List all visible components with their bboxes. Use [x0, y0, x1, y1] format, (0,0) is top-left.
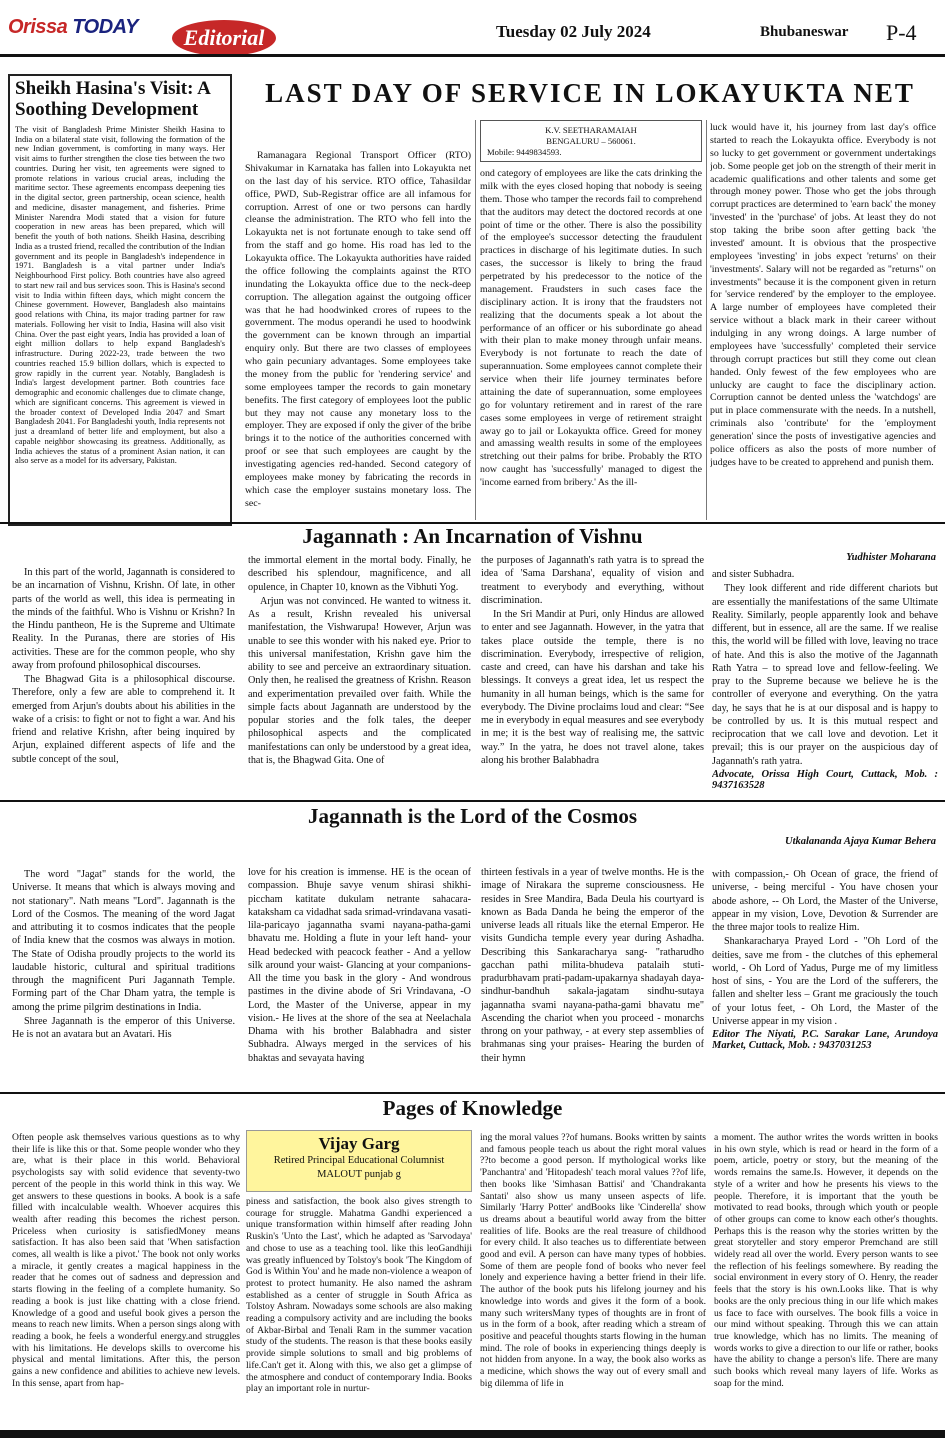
column-rule [706, 120, 707, 520]
knowledge-author-box [246, 1130, 472, 1192]
vishnu-signature: Advocate, Orissa High Court, Cuttack, Mob. : 9437163528 [712, 768, 938, 791]
section-rule [0, 1092, 945, 1094]
column-rule [475, 120, 476, 520]
cosmos-col4: with compassion,- Oh Ocean of grace, the friend of universe, - being merciful - You have chosen your abode ashore, -- Oh Lord, the Master of the Universe, appear in my vision, Love, Devotion & Surrender are the three major tools to realize Him. Shankaracharya Prayed Lord - "Oh Lord of the deities, save me from - the clutches of this ephemeral world, - Oh Lord of Yadus, Purge me of my limitless host of sins, - You are the Lord of the sufferers, the fallen and shelter less – Grant me graciously the touch of your lotus feet, - Oh Lord, the Master of the Universe appear in my vision . Editor The Niyati, P.C. Sarakar Lane, Arundoya Market, Cuttack, Mob. : 9437031253 [712, 869, 938, 1051]
vishnu-author: Yudhister Moharana [846, 552, 936, 563]
issue-date: Tuesday 02 July 2024 [496, 22, 651, 41]
knowledge-author-name: Vijay Garg [318, 1134, 400, 1153]
lokayukta-col3: luck would have it, his journey from last day's office started to reach the Lokayukta office. Everybody is not so lucky to get government or government undertakings job. Some people get job on the strength of their merit in academic qualifications and other talents and some get through money power. Those who get the jobs through corrupt practices are determined to 'earn back' the money 'invested' in the 'purchase' of jobs. At least they do not stop taking the bribe soon after getting back 'the invested' amount. It is obvious that the prospective employees 'investing' in jobs expect 'returns' on their 'investments'. Salary will not be regarded as "returns" on investments" because it is the component given in return for 'service rendered' by the employer to the employee. A large number of employees have completed their service without a black mark in their career without indulging in any wrong doings. A large number of employees have 'successfully' completed their service through corrupt practices but still they come out clean handed. Only fewest of the few employees who are unlucky are caught to face the disciplinary action. Corruption cannot be dented unless the 'watchdogs' are put in place commensurate with the needs. In a nutshell, criminals also 'contribute' for the 'employment generation' since the posts of investigative agencies and police officers as also the posts of more number of judges have to be created to apprehend and punish them. [710, 122, 936, 468]
cosmos-author: Utkalananda Ajaya Kumar Behera [784, 836, 936, 847]
vishnu-col3: the purposes of Jagannath's rath yatra is to spread the idea of 'Sama Darshana', equality of vision and treatment to everybody and everything, without discrimination. In the Sri Mandir at Puri, only Hindus are allowed to enter and see Jagannath. However, in the yatra that takes place outside the temple, there is no discrimination. Everybody, irrespective of religion, caste and creed, can have his darshan and take his blessings. It conveys a great idea, let us respect the humanity in all human beings, which is the same for everybody. The Divine proclaims loud and clear: “See me in everybody in equal measures and see everybody in me; it is the best way of realising me, the sattvic way.” In the yatra, he does not travel alone, takes along his brother Balabhadra [481, 555, 704, 766]
masthead-rule [0, 54, 945, 57]
vishnu-title: Jagannath : An Incarnation of Vishnu [302, 524, 643, 548]
cosmos-signature: Editor The Niyati, P.C. Sarakar Lane, Arundoya Market, Cuttack, Mob. : 9437031253 [712, 1029, 938, 1051]
vishnu-col2: the immortal element in the mortal body. Finally, he described his splendour, magnificence, and all opulence, in Chapter 10, known as the Vibhuti Yog. Arjun was not convinced. He wanted to witness it. As a result, Krishn revealed his universal manifestation, the Vishwarupa! However, Arjun was unable to see this wonder with his naked eye. Prior to this universal manifestation, Krishn gave him the ability to see and perceive an extraordinary situation. Only then, he realised the greatness of Krishn. Reason and experimentation prevailed over faith. While the simple facts about Jagannath are understood by the popular stories and the folk tales, the deeper philosophical aspects and the complicated manifestations can only be understood by a great idea, that is, the Bhagwad Gita. One of [248, 555, 471, 766]
knowledge-col3: ing the moral values ??of humans. Books written by saints and famous people teach us about the right moral values ??to become a good person. If mythological works like 'Panchantra' and 'Hitopadesh' teach moral values ??of life, then books like 'Simhasan Battisi' and 'Chandrakanta Santati' also show us many unseen aspects of life. Similarly 'Harry Potter' andBooks like 'Cinderella' show us dreams about a beautiful world away from the bitter realities of life. Books are the real treasure of childhood for every child. It also teaches us to differentiate between good and evil. A person can have many types of hobbies. Some of them are people fond of books who never feel lonely and experience having a better friend in their life. The author of the book puts his lifelong journey and his knowledge into words and gives it the form of a book. many such writersMany types of thoughts are in front of us in the form of a book, after reading which a stream of positive and peaceful thoughts starts flowing in the human mind. The role of books in experiencing things deeply is not hidden from anyone. In a way, the book also works as a medicine, which shows the way out of every small and big dilemma of life in [480, 1132, 706, 1389]
cosmos-col2: love for his creation is immense. HE is the ocean of compassion. Bhuje savye venum shirasi shikhi-piccham katitate dukulam netrante sahacara-kataksham ca vidadhat sada srimad-vrindavana vasati-lila-paricayo jagannatha svami nayana-patha-gami bhavatu me. Holding a flute in your left hand- your Head bedecked with peacock feather - And a yellow silk around your waist- Glancing at your companions- All the time you bask in the glory - And wondrous pastimes in the divine abode of Sri Vrindavana, -O Lord, the Master of the Universe, appear in my vision.- He lives at the shore of the sea at Neelachala Dhama with his brother Balabhadra and sister Subhadra. Always merged in the services of his bhaktas and sevayata having [248, 867, 471, 1064]
hasina-title: Sheikh Hasina's Visit: A Soothing Development [15, 78, 210, 120]
lokayukta-col2: ond category of employees are like the cats drinking the milk with the eyes closed hoping that nobody is seeing them. Those who tamper the records fail to comprehend that the auditors may detect the doctored records at one point of time or the other. There is also the possibility of the employee's successor detecting the fraudulent practices in discharge of his legitimate duties. In such cases, the successor is likely to bring the fraud perpetrated by his predecessor to the notice of the management. Fraudsters in such cases face the disciplinary action. It is irony that the fraudsters not realizing that the documents speak a lot about the performance of an officer or his subordinate go ahead with their plan to make money through unfair means. Everybody is not fortunate to reach the date of superannuation. Some employees cannot complete their service when their life journey terminates before attaining the date of superannuation, some employees go for voluntary retirement and in rarest of the rare cases some employees in verge of retirement straight away go to jail or Lokayukta office. Greed for money and amassing wealth results in some of the employees stretching out their palms for bribe. Probably the RTO now caught has 'successfully' managed to digest the 'income earned from bribery.' As the ill- [480, 168, 702, 488]
knowledge-col1: Often people ask themselves various questions as to why their life is like this or that. Some people wonder who they are, what is their place in this world. Behavioral psychologists say with solid evidence that seventy-two percent of the people in this world think in this way. We get answers to these questions in books. A book is a safe filled with incalculable wealth. Whoever acquires this wealth after reading this becomes the richest person. Priceless when curiosity is satisfiedMoney means satisfaction. It has also been said that 'When satisfaction comes, all wealth is like a pivot.' The book not only works a miracle, it gently creates a magical happiness in the reader that he comes out of sadness and depression and starts flowing in the feeling of a complete humanity. So reading a book is just like chatting with a close friend. Knowledge of a good and useful book gives a person the means to reach new limits. When a person sings along with reading a book, he feels a wonderful energy.and struggles with his limitations. He develops skills to overcome his physical and mental limitations. After this, the person gains a new confidence and abilities to achieve new levels. In this sense, apart from hap- [12, 1132, 240, 1389]
footer-rule [0, 1430, 945, 1438]
knowledge-author-role: Retired Principal Educational Columnist MALOUT punjab g [273, 1155, 445, 1181]
hasina-body: The visit of Bangladesh Prime Minister Sheikh Hasina to India on a bilateral state visit, following the formation of the new Indian government, is comforting in many ways. Her visit aims to further strengthen the close ties between the two countries. During her visit, ten agreements were signed to promote relations in various crucial areas, including the maritime sector. These agreements encompass deepening ties in the digital sector, green partnership, ocean science, health and medicine, disaster management, and fisheries. Prime Minister Narendra Modi stated that a vision for future cooperation in new areas has been prepared, which will benefit the youth of both nations. Sheikh Hasina, describing India as a trusted friend, recalled the contribution of the Indian government and its people in Bangladesh's independence in 1971. Bangladesh is a vital partner under India's Neighbourhood First policy. Both countries have also agreed to start new rail and bus services soon. This is Hasina's second visit to India within fifteen days, which might concern the Chinese government. However, Bangladesh also maintains good relations with China, its major trading partner for raw materials. Following her visit to India, Hasina will also visit China. Over the past eight years, India has provided a loan of eight million dollars to help expand Bangladesh's infrastructure. During 2022-23, trade between the two countries reached 15.9 billion dollars, which is expected to grow rapidly in the current year. Notably, Bangladesh is India's largest development partner. Both countries face demographic and economic challenges due to climate change, which are significant concerns. This agreement is viewed in the broader context of Developed India 2047 and Smart Bangladesh 2041. For Bangladeshi youth, India represents not just a dreamland of better life and employment, but also a capable neighbor showcasing its greatness. Additionally, as India achieves the status of a prominent Asian nation, it can also serve as a model for its adversary, Pakistan. [15, 124, 225, 466]
knowledge-col4: a moment. The author writes the words written in books in his own style, which is read or heard in the form of a poem, article, poetry or story, but the meaning of the words remains the same.Is. However, it depends on the style of a writer and how he presents his views to the people. Therefore, it is important that the youth be motivated to read books, through which youth or people of other groups can come to know each other's thoughts. Perhaps this is the reason why the stories written by the great storyteller and story emperor Premchand are still widely read all over the world. Every person wants to see the reflection of his feelings somewhere. By reading the social environment in every story of O. Henry, the reader feels that the story is his own.Looks like. That is why books are the only precious thing in our life which makes us face to face with ourselves. The book fills a voice in our mind without speaking. Through this we can attain true knowledge, which has no limits. The meaning of words works to give a direction to our life or rather, books have the ability to change a person's life. There are many such books which reveal many layers of life. Works as soap for the mind. [714, 1132, 938, 1389]
hasina-article [8, 74, 232, 526]
masthead [0, 0, 945, 62]
city-name: Bhubaneswar [760, 24, 849, 40]
section-badge: Editorial [172, 20, 276, 56]
cosmos-col1: The word "Jagat" stands for the world, the Universe. It means that which is always moving and not stationary". Nath means "Lord". Jagannath is the Lord of the Cosmos. The meaning of the word Jagat and attributing it to cosmos indicates that the people of India knew that the cosmos was always in motion. The State of Odisha proudly projects to the world its laudable historic, cultural and spiritual traditions through the magnificent Puri Jagannath Temple. Forming part of the Char Dham yatra, the temple is among the prime pilgrim destinations in India. Shree Jagannath is the emperor of this Universe. He is not an avatara but an Avatari. His [12, 869, 235, 1040]
cosmos-title: Jagannath is the Lord of the Cosmos [307, 804, 638, 828]
knowledge-col2: piness and satisfaction, the book also gives strength to courage for struggle. Mahatma Gandhi experienced a unique transformation within himself after reading John Ruskin's 'Unto the Last', which he adapted as 'Sarvodaya' and chose to use as a teaching tool. like this leoGandhiji was greatly influenced by Tolstoy's book 'The Kingdom of God is Within You' and he made non-violence a weapon of protest to protect humanity. He also named the ashram established as a center of struggle in South Africa as Tolstoy Ashram. Nowadays some schools are also making reading a compulsory activity and are including the books of Akbar-Birbal and Tenali Ram in the summer vacation study of the students. The reason is that these books easily provide simple solutions to small and big problems of life.Can't get it. Along with this, we also get a glimpse of the atmosphere and conduct of contemporary India. Books play an important role in nurtur- [246, 1196, 472, 1395]
lokayukta-author-box: K.V. SEETHARAMAIAH BENGALURU – 560061. Mobile: 9449834593. [480, 120, 702, 162]
vishnu-col1: In this part of the world, Jagannath is considered to be an incarnation of Vishnu, Krishn. Of late, in other parts of the world as well, this idea is permeating in the minds of the faithful. Who is Vishnu or Krishn? In the Hindu pantheon, He is the Supreme and Ultimate Reality. In the Puranas, there are stories of His activities. These are for the common people, who shy away from profound philosophical discourses. The Bhagwad Gita is a philosophical discourse. Therefore, only a few are able to comprehend it. It emerged from Arjun's doubts about his abilities in the wake of a crisis: to fight or not to fight a war. And his friend and relative Krishn, after being inquired by Arjun, explained different aspects of life and the subtle concept of the soul, [12, 567, 235, 765]
section-rule [0, 800, 945, 802]
cosmos-col3: thirteen festivals in a year of twelve months. He is the image of Nirakara the supreme consciousness. He resides in Sree Mandira, Bada Deula his courtyard is known as Bada Danda he being the emperor of the universe leads all rituals like the eternal Emperor. He visits Gundicha temple every year during Ashadha. Describing this Sankaracharya sang- "ratharudho gacchan pathi milita-bhudeva patalaih stuti-pradurbhavam prati-padam-upakarnya shadayah daya-sindhur-bandhuh sakala-jagatam sindhu-sutaya jagannatha svami nayana-patha-gami bhavatu me" Ascending the chariot when you proceed - monarchs throng on your pathway, - at every step assemblies of brahmanas sing your praises- Hearing the burden of their hymn [481, 867, 704, 1064]
vishnu-col4: and sister Subhadra. They look different and ride different chariots but are essentially the manifestations of the same Ultimate Reality. Similarly, people apparently look and behave different, but in essence, all are the same. If we realise this, the world will be filled with love, leaving no trace of hate. And this is also the motive of the Jagannath Rath Yatra – to spread love and fellow-feeling. We pray to the Supreme because we believe he is the controller of everyone and everything. On the yatra day, he says that he is at our disposal and is happy to be controlled by us. It is this mutual respect and reciprocation that we call love and devotion. Let it prevail; this is our prayer on the auspicious day of Jagannath's rath yatra. Advocate, Orissa High Court, Cuttack, Mob. : 9437163528 [712, 569, 938, 791]
knowledge-title: Pages of Knowledge [382, 1096, 563, 1120]
lokayukta-col1: Ramanagara Regional Transport Officer (RTO) Shivakumar in Karnataka has fallen into Lokayukta net on the last day of his service. RTO office, Tahasildar office, PWD, Sub-Registrar office are all infamous for corruption. Arrest of one or two persons can hardly cleanse the administration. The RTO who fell into the Lokayukta net is not fortunate enough to take send off from the staff and go home. His road has led to the Lokayukta office. The Lokayukta authorities have raided the office following the complaints against the RTO inundating the Lokayukta office due to the neck-deep corruption. The allegation against the outgoing officer was that he had hoodwinked crores of rupees to the government. The modus operandi he used to hoodwink the government can be known through an impartial enquiry only. But there are two classes of employees who gain pecuniary advantages. Some employees take the money from the public for 'rendering service' and some employees tamper the records to gain monetary benefits. The first category of employees loot the public but they may not cause any monetary loss to the employer. They are exposed if only the giver of the bribe brings it to the notice of the authorities concerned with proof or see that such employees are caught by the investigating agencies red-handed. Second category of employees make money by fabricating the records in which case the employer sustains monetary loss. The sec- [245, 150, 471, 509]
lokayukta-title: LAST DAY OF SERVICE IN LOKAYUKTA NET [265, 78, 915, 108]
page-number: P-4 [886, 20, 917, 45]
logo: Orissa TODAY [8, 16, 138, 38]
